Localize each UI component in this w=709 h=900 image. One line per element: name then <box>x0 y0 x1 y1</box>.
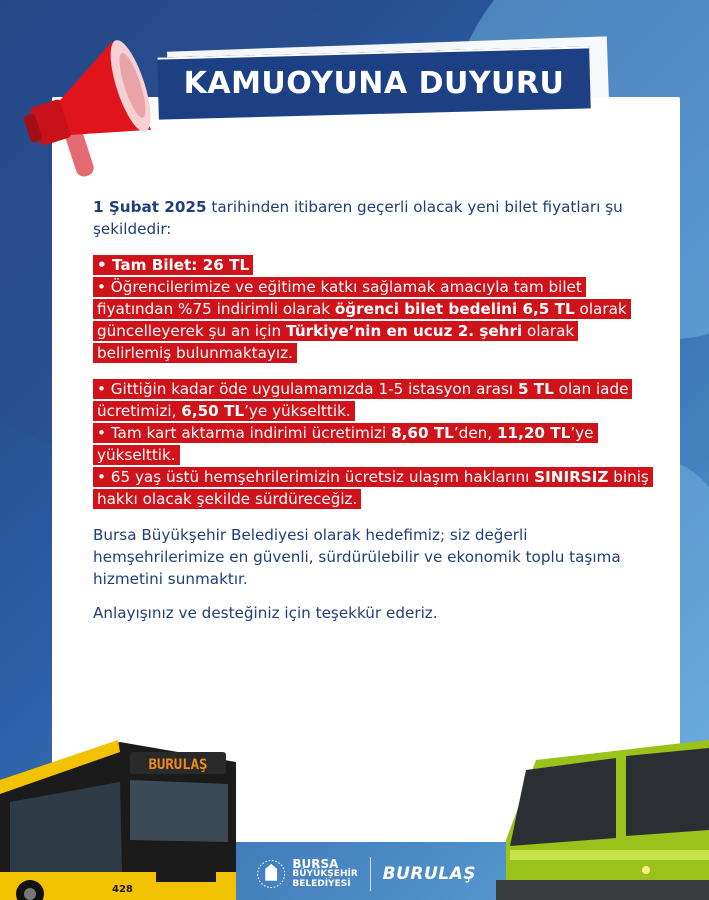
fare-updates-block <box>93 378 653 510</box>
footer-divider <box>370 857 371 891</box>
megaphone-icon <box>14 30 164 190</box>
transfer-discount-info: • Tam kart aktarma indirimi ücretimizi 8,60 TL’den, 11,20 TL’ye yükselttik. <box>93 423 598 465</box>
thanks-paragraph: Anlayışınız ve desteğiniz için teşekkür ederiz. <box>93 604 438 622</box>
effective-date: 1 Şubat 2025 <box>93 198 207 216</box>
refund-fee-info: • Gittiğin kadar öde uygulamamızda 1-5 istasyon arası 5 TL olan iade ücretimizi, 6,50 TL’ye yükselttik. <box>93 379 632 421</box>
student-ticket-info: • Öğrencilerimize ve eğitime katkı sağlamak amacıyla tam bilet fiyatından %75 indirimli olarak öğrenci bilet bedelini 6,5 TL olarak güncelleyerek şu an için Türkiye’nin en ucuz 2. şehri olarak belirlemiş bulunmaktayız. <box>93 277 631 363</box>
senior-free-travel-info: • 65 yaş üstü hemşehrilerimizin ücretsiz ulaşım haklarını SINIRSIZ biniş hakkı olacak şekilde sürdüreceğiz. <box>93 467 653 509</box>
municipality-logo-icon <box>256 856 286 892</box>
page-title: KAMUOYUNA DUYURU <box>183 65 565 101</box>
footer-logos <box>256 852 476 896</box>
full-ticket-price: • Tam Bilet: 26 TL <box>93 255 253 275</box>
announcement-content <box>93 196 653 636</box>
goal-paragraph: Bursa Büyükşehir Belediyesi olarak hedefimiz; siz değerli hemşehrilerimize en güvenli, sürdürülebilir ve ekonomik toplu taşıma hizmetini sunmaktır. <box>93 526 621 588</box>
burulas-logo: BURULAŞ <box>382 864 476 884</box>
bus-number: 428 <box>112 884 133 895</box>
ticket-prices-block <box>93 254 653 364</box>
intro-text <box>93 196 653 240</box>
train-illustration <box>496 720 709 900</box>
bus-illustration <box>0 722 236 900</box>
municipality-name: BURSA BÜYÜKŞEHİR BELEDİYESİ <box>292 857 358 889</box>
bus-destination-sign: BURULAŞ <box>148 757 208 773</box>
intro-body: tarihinden itibaren geçerli olacak yeni bilet fiyatları şu şekildedir: <box>93 198 623 238</box>
